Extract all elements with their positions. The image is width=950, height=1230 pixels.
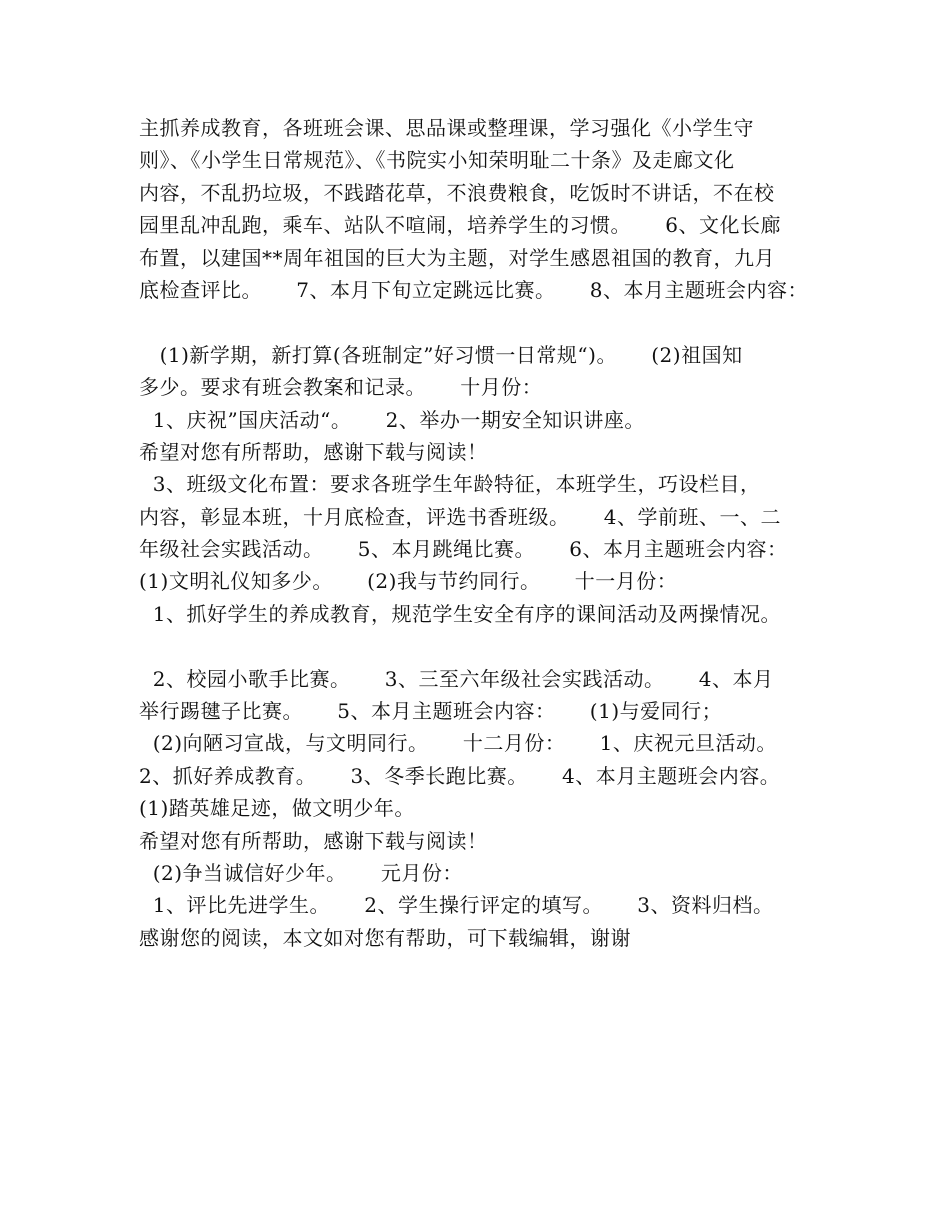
- text-line: 3、班级文化布置：要求各班学生年龄特征，本班学生，巧设栏目，: [139, 472, 761, 497]
- text-line: 底检查评比。 7、本月下旬立定跳远比赛。 8、本月主题班会内容：: [139, 277, 809, 302]
- text-line: 布置，以建国**周年祖国的巨大为主题，对学生感恩祖国的教育，九月: [139, 245, 775, 270]
- text-line: 则》、《小学生日常规范》、《书院实小知荣明耻二十条》及走廊文化: [139, 148, 735, 173]
- document-body: [139, 112, 839, 954]
- text-line: (1)新学期，新打算(各班制定”好习惯一日常规“)。 (2)祖国知: [139, 342, 743, 367]
- text-line: 内容，不乱扔垃圾，不践踏花草，不浪费粮食，吃饭时不讲话，不在校: [139, 180, 775, 205]
- text-line: (1)文明礼仪知多少。 (2)我与节约同行。 十一月份：: [139, 569, 678, 594]
- text-line: (2)向陋习宣战，与文明同行。 十二月份： 1、庆祝元旦活动。: [139, 731, 777, 756]
- text-line: 内容，彰显本班，十月底检查，评选书香班级。 4、学前班、一、二: [139, 504, 782, 529]
- text-line: 园里乱冲乱跑，乘车、站队不喧闹，培养学生的习惯。 6、文化长廊: [139, 213, 782, 238]
- blank-line: [139, 306, 839, 338]
- text-line: 1、庆祝”国庆活动“。 2、举办一期安全知识讲座。: [139, 407, 645, 432]
- text-line: (2)争当诚信好少年。 元月份：: [139, 860, 463, 885]
- text-line: 年级社会实践活动。 5、本月跳绳比赛。 6、本月主题班会内容：: [139, 537, 788, 562]
- text-line: 主抓养成教育，各班班会课、思品课或整理课，学习强化《小学生守: [139, 116, 754, 140]
- text-line: 多少。要求有班会教案和记录。 十月份：: [139, 375, 543, 400]
- blank-line: [139, 630, 839, 662]
- text-line: 感谢您的阅读，本文如对您有帮助，可下载编辑，谢谢: [139, 925, 631, 950]
- text-line: 1、抓好学生的养成教育，规范学生安全有序的课间活动及两操情况。: [139, 601, 781, 626]
- text-line: 2、校园小歌手比赛。 3、三至六年级社会实践活动。 4、本月: [139, 666, 774, 691]
- text-line: (1)踏英雄足迹，做文明少年。: [139, 796, 415, 821]
- text-line: 1、评比先进学生。 2、学生操行评定的填写。 3、资料归档。: [139, 893, 774, 918]
- text-line: 举行踢毽子比赛。 5、本月主题班会内容： (1)与爱同行；: [139, 699, 723, 724]
- text-line: 2、抓好养成教育。 3、冬季长跑比赛。 4、本月主题班会内容。: [139, 763, 781, 788]
- text-line: 希望对您有所帮助，感谢下载与阅读！: [139, 828, 488, 853]
- text-line: 希望对您有所帮助，感谢下载与阅读！: [139, 439, 488, 464]
